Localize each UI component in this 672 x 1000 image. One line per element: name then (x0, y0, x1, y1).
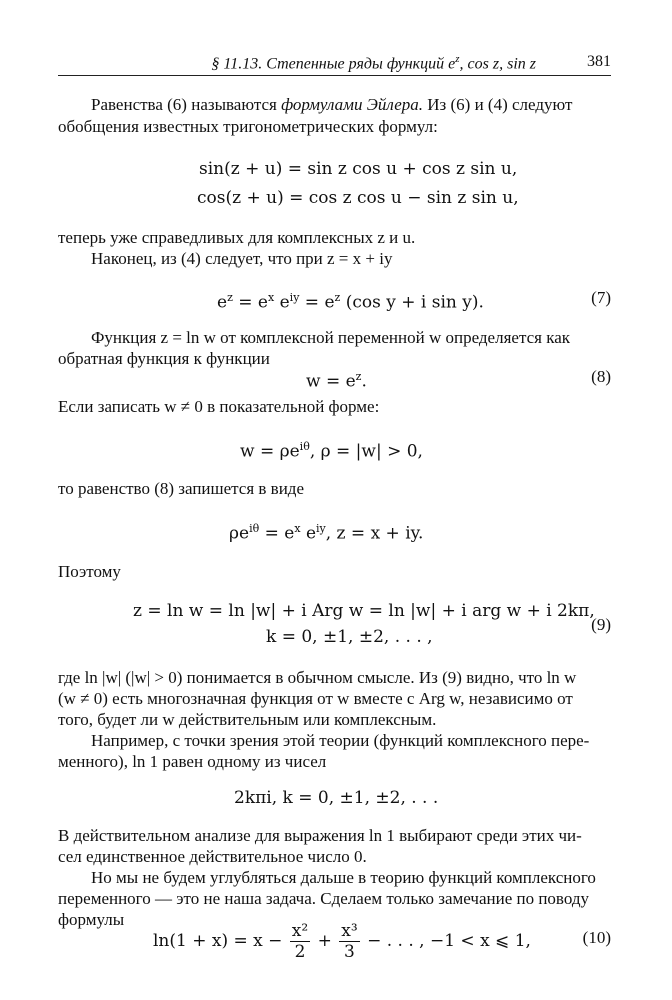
equation-8: $w = e^z$. (306, 370, 367, 392)
paragraph-finally: Наконец, из (4) следует, что при z = x + iy (91, 249, 393, 268)
paragraph-exponential-form: Если записать w ≠ 0 в показательной форме: (58, 397, 380, 416)
paragraph-euler-line1: Равенства (6) называются формулами Эйлера. Из (6) и (4) следуют (91, 95, 573, 114)
equation-sin-sum: sin(z + u) = sin z cos u + cos z sin u, (199, 159, 518, 179)
equation-cos-sum: cos(z + u) = cos z cos u − sin z sin u, (197, 188, 519, 208)
paragraph-euler-line2: обобщения известных тригонометрических формул: (58, 117, 438, 136)
paragraph-remark-line3: формулы (58, 910, 125, 929)
paragraph-real-analysis-line1: В действительном анализе для выражения ln 1 выбирают среди этих чи- (58, 826, 582, 845)
equation-ln1-values: 2kπi, k = 0, ±1, ±2, . . . (234, 788, 439, 808)
paragraph-example-line2: менного), ln 1 равен одному из чисел (58, 752, 327, 771)
paragraph-remark-line2: переменного — это не наша задача. Сделаем только замечание по поводу (58, 889, 590, 908)
equation-7: $e^z = e^x$ $e^{iy} = e^z$ (cos y + i sin y). (217, 291, 484, 313)
paragraph-rewrite: то равенство (8) запишется в виде (58, 479, 304, 498)
paragraph-example-line1: Например, с точки зрения этой теории (функций комплексного пере- (91, 731, 590, 750)
equation-10: ln(1 + x) = x − $\frac{\text{x²}}{2}$ + $\frac{\text{x³}}{3}$ − . . . , −1 < x ⩽ 1, (153, 921, 531, 962)
equation-8-number: (8) (591, 367, 611, 386)
section-title: § 11.13. Степенные ряды функций $e^z$, cos z, sin z (211, 53, 536, 73)
paragraph-multivalued-line2: (w ≠ 0) есть многозначная функция от w вместе с Arg w, независимо от (58, 689, 573, 708)
running-header (58, 53, 611, 76)
equation-9-number: (9) (591, 615, 611, 634)
paragraph-multivalued-line1: где ln |w| (|w| > 0) понимается в обычном смысле. Из (9) видно, что ln w (58, 668, 577, 687)
equation-10-number: (10) (582, 928, 611, 947)
paragraph-log-def-line2: обратная функция к функции (58, 349, 270, 368)
paragraph-real-analysis-line2: сел единственное действительное число 0. (58, 847, 367, 866)
equation-9-line1: z = ln w = ln |w| + i Arg w = ln |w| + i arg w + i 2kπ, (133, 601, 595, 621)
equation-polar-2: $\rho e^{i\theta} = e^x$ $e^{iy}$, z = x + iy. (229, 522, 424, 544)
paragraph-complex-valid: теперь уже справедливых для комплексных z и u. (58, 228, 416, 247)
page-number: 381 (587, 53, 611, 70)
paragraph-log-def-line1: Функция z = ln w от комплексной переменной w определяется как (91, 328, 571, 347)
equation-polar: $w = \rho e^{i\theta}$, ρ = |w| > 0, (240, 440, 423, 462)
equation-7-number: (7) (591, 288, 611, 307)
paragraph-therefore: Поэтому (58, 562, 121, 581)
paragraph-remark-line1: Но мы не будем углубляться дальше в теорию функций комплексного (91, 868, 596, 887)
paragraph-multivalued-line3: того, будет ли w действительным или комплексным. (58, 710, 437, 729)
equation-9-line2: k = 0, ±1, ±2, . . . , (266, 627, 433, 647)
